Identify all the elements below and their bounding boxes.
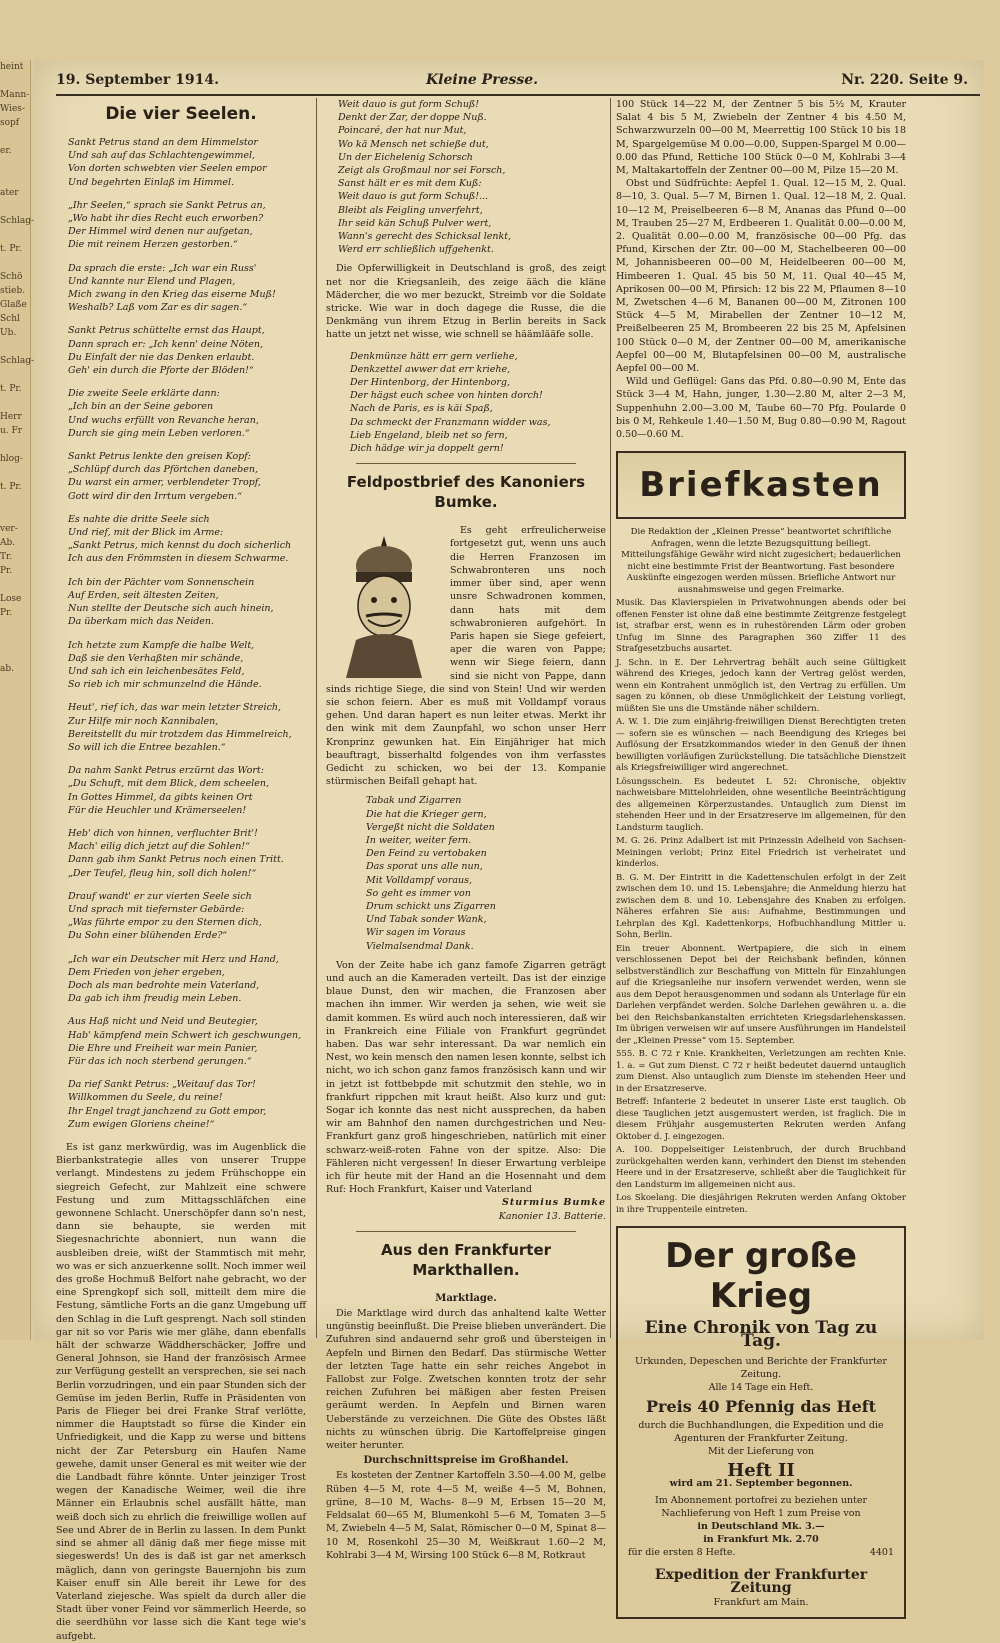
poem-line: „Ihr Seelen,“ sprach sie Sankt Petrus an, [68, 199, 266, 211]
prev-strip-line [0, 256, 30, 270]
ad-price: Preis 40 Pfennig das Heft [645, 1396, 877, 1416]
article-paragraph: Von der Zeite habe ich ganz famofe Zigarren geträgt und auch an die Kameraden verteilt. Das ist der einzige blaue Dunst, den wir machen, die Franzosen aber machen ihn immer. Wir werden ja sehen, wie weit sie damit kommen. Es würd auch noch interessieren, daß wir in Frankreich eine Filiale von Frankfurt gegründet haben. Das war sehr interessant. Da war nemlich ein Nest, wo kein mensch den namen lesen konnte, selbst ich nicht, wo ich schon ganz famos französisch kann und wir in jetzt ist fottbebpde mit schutzmit den stehle, wo in frankfurt rippchen mit kraut heißt. Also kurz und gut: Sogar ich konnte das nest nicht aussprechen, da haben wir am Bahnhof den namen durchgestrichen und Neu-Frankfurt ganz groß hingeschrieben, natürlich mit einer schwarz-weiß-roten Fahne von der spitze. Also: Die Fähleren nicht vergessen! In dieser Erwartung verbleipe ich für heute mit der Hand an die Hosennaht und dem Ruf: Hoch Frankfurt, Kaiser und Vaterland [326, 959, 606, 1196]
prev-strip-line [0, 494, 30, 508]
prev-strip-line: hlog- [0, 454, 23, 464]
letter-entry: A. 100. Doppelseitiger Leistenbruch, der durch Bruchband zurückgehalten werden kann, verhindert den Dienst im stehenden Heere und in der Ersatzreserve, schließt aber die Tauglichkeit für den Landsturm im allgemeinen nicht aus. [616, 1145, 906, 1190]
verse-line: Weit dauo is gut form Schuß! [338, 99, 480, 110]
prev-strip-line [0, 368, 30, 382]
prev-strip-line [0, 172, 30, 186]
poem-line: „Ich war ein Deutscher mit Herz und Hand, [68, 953, 279, 965]
verse-line: Und Tabak sonder Wank, [366, 914, 487, 926]
poem-line: So rieb ich mir schmunzelnd die Hände. [68, 679, 262, 691]
ad-code: 4401 [869, 1547, 894, 1559]
ad-title: Der große Krieg [665, 1236, 857, 1317]
advertisement [616, 1226, 906, 1618]
prev-strip-line [0, 158, 30, 172]
signature [326, 1196, 606, 1222]
verse-line: Da schmeckt der Franzmann widder was, [350, 416, 551, 428]
prev-strip-line: ver- [0, 524, 18, 534]
prev-strip-line: sopf [0, 118, 20, 128]
letter-entry: B. G. M. Der Eintritt in die Kadettenschulen erfolgt in der Zeit zwischen dem 10. und 15. Lebensjahre; die Anmeldung hierzu hat zwischen dem 8. und 10. Lebensjahre des Knaben zu erfolgen. Näheres erfahren Sie aus: Aufnahme, Bestimmungen und Lehrplan des Kgl. Kadettenkorps, Hofbuchhandlung Mittler u. Sohn, Berlin. [616, 872, 906, 941]
header-issue: Nr. 220. Seite 9. [841, 72, 968, 88]
prev-strip-line: Schlag- [0, 216, 35, 226]
header-paper: Kleine Presse. [426, 72, 539, 88]
prev-strip-line [0, 466, 30, 480]
verse-line: Denkzettel awwer dat err kriehe, [350, 363, 511, 375]
soldier-portrait-illustration [326, 528, 442, 678]
poem-line: Bereitstellt du mir trotzdem das Himmelreich, [68, 728, 292, 740]
poem-line: Gott wird dir den Irrtum vergeben.“ [68, 490, 243, 502]
market-title: Aus den Frankfurter Markthallen. [380, 1240, 552, 1279]
poem-stanza [68, 450, 306, 503]
verse-line: Nach de Paris, es is käi Spaß, [350, 403, 493, 415]
article-title: Feldpostbrief des Kanoniers Bumke. [346, 473, 586, 512]
verse-line: Vielmalsendmal Dank. [366, 940, 474, 952]
poem-line: Da gab ich ihm freudig mein Leben. [68, 993, 242, 1005]
poem-line: Du warst ein armer, verblendeter Tropf, [68, 477, 261, 489]
prev-strip-line: Glaße [0, 300, 27, 310]
prev-strip-line: t. Pr. [0, 384, 22, 394]
prev-strip-line [0, 508, 30, 522]
poem-line: Geh' ein durch die Pforte der Blöden!“ [68, 365, 254, 377]
bumke-verse [366, 794, 606, 952]
letter-entry: 555. B. C 72 r Knie. Krankheiten, Verletzungen am rechten Knie. 1. a. = Gut zum Dienst. C 72 r heißt bedeutet dauernd untauglich zum Dienst. Also untauglich zum Dienste im stehenden Heer und in der Ersatzreserve. [616, 1049, 906, 1094]
poem-stanza [68, 199, 306, 252]
fruit-paragraph: Obst und Südfrüchte: Aepfel 1. Qual. 12—15 M, 2. Qual. 8—10, 3. Qual. 5—7 M, Birnen 1. Qual. 12—18 M, 2. Qual. 10—12 M, Preiselbeeren 6—8 M, Ananas das Pfund 0—00 M, Trauben 25—27 M, Erdbeeren 1. Qualität 0.00—0.00 M, 2. Qualität 0.00—0.00 M, französische 00—00 Pfg. das Pfund, Kirschen der Ztr. 00—00 M, Stachelbeeren 00—00 M, Johannisbeeren 00—00 M, Heidelbeeren 00—00 M, Himbeeren 1. Qual. 45 bis 50 M, 11. Qual 40—45 M, Aprikosen 00—00 M, Pfirsich: 12 bis 22 M, Pflaumen 8—10 M, Zwetschen 4—6 M, Bananen 00—00 M, Zitronen 100 Stück 4—5 M, Mirabellen der Zentner 10—12 M, Preißelbeeren 25 M, Brombeeren 22 bis 25 M, Apfelsinen 100 Stück 0—0 M, der Zentner 00—00 M, amerikanische Aepfel 00—00 M, Blutapfelsinen 00—00 M, australische Aepfel 00—00 M. [616, 178, 906, 375]
prev-strip-line: Schlag- [0, 356, 35, 366]
poem-line: In Gottes Himmel, da gibts keinen Ort [68, 791, 253, 803]
poem-line: Und sah auf das Schlachtengewimmel, [68, 150, 256, 162]
verse-line: Weit dauo is gut form Schuß!... [338, 191, 489, 203]
poem-line: Dann gab ihm Sankt Petrus noch einen Tritt. [68, 854, 284, 866]
ad-line: durch die Buchhandlungen, die Expedition und die Agenturen der Frankfurter Zeitung. [638, 1419, 884, 1444]
prev-strip-line: Pr. [0, 608, 13, 618]
verse-line: Poincaré, der hat nur Mut, [338, 125, 467, 137]
prev-strip-line [0, 200, 30, 214]
col2-prose-top [326, 262, 606, 341]
poem-line: Für das ich noch sterbend gerungen.“ [68, 1055, 252, 1067]
prev-strip-line: Tr. [0, 552, 13, 562]
poem-line: „Wo habt ihr dies Recht euch erworben? [68, 213, 264, 225]
verse-line: Bleibt als Feigling unverfehrt, [338, 204, 483, 216]
poem-line: Da nahm Sankt Petrus erzürnt das Wort: [68, 765, 264, 777]
market-continuation [616, 98, 906, 441]
poem-line: Auf Erden, seit ältesten Zeiten, [68, 589, 219, 601]
poem-line: Ich hetzte zum Kampfe die halbe Welt, [68, 639, 255, 651]
col1-paragraph: Es ist ganz merkwürdig, was im Augenblick die Bierbankstrategie alles von unserer Truppe verlangt. Mindestens zu jedem Frühschoppe ein siegreich Gefecht, zur Mahlzeit eine schwere Festung und zum Mittagsschläfchen eine gewonnene Schlacht. Unerschöpfer dann so'n nest, dann sie behaupte, sie werden mit Siegesnachrichte abonniert, nun wann die ausbleiben dreie, wißt der Stammtisch mit mehr, wo was er sich anzuerkenne sollt. Noch immer weil des große Hochmuß Belfort nahe gebracht, wo der eine Sprengkopf sich soll, mitteilt dem mire die Festung, sämtliche Forts an die ganz Umgebung uff den Schlag in die Luft gesprengt. Nach soll stinden gar nit so vor Paris wie mer glähe, dann ebenfalls hält der schwarze Wäddherschäcker, Joffre und General Johnson, sie Hand der französisch Armee zur Verfügung gestellt an versprechen, sie sei nach Berlin vorzudringen, und ein paar Stunden sich der Gemüse im jeden Berlin, Ruffe in Präsidenten von Paris de Flieger bei drei Franke Straf verlötte, nimmer die Hauptstadt so fürse die Kinder ein Unfriedigkeit, und die Kapp zu werse und bittens nicht der Zar Petersburg ein Haufen Name gewehe, damit unser General es mit weiter wie der die Landbadt führe könnte. Unter jeinziger Trost wegen der Kanadische Weimer, weil die ihre Männer ein Erlaubnis schel ausfällt hätte, man weiß doch sich zu ehrlich die freiwillige wollen auf See und Abrer de in Berlin zu lassen. In dem Punkt sind se ahmer all dänig daß mer fiege misse mit siegeswerds! Un des is daß ist gar net amerksch mäglich, dann von geringste Bauernjohn bis zum Kaiser enuff sin Alle bereit ihr Lewe for des Vaterland ziejesche. Was spielt da durch aller die Stadt über voner Feind vor sämmerlich Heerde, so die seerdhühn vor lasse sich die Kant tege wie's aufgebt. [56, 1142, 306, 1642]
verse-line: Denkmünze hätt err gern verliehe, [350, 350, 518, 362]
poem-line: Drauf wandt' er zur vierten Seele sich [68, 890, 252, 902]
wholesale-paragraph: Es kosteten der Zentner Kartoffeln 3.50—4.00 M, gelbe Rüben 4—5 M, rote 4—5 M, weiße 4—5 M, Bohnen, grüne, 8—10 M, Wachs- 8—9 M, Erbsen 15—20 M, Feldsalat 60—65 M, Blumenkohl 5—6 M, Tomaten 3—5 M, Zwiebeln 4—5 M, Salat, Römischer 0—0 M, Spinat 8—10 M, Rosenkohl 25—30 M, Weißkraut 1.60—2 M, Kohlrabi 3—4 M, Wirsing 100 Stück 6—8 M, Rotkraut [326, 1470, 606, 1561]
market-subtitle: Marktlage. [435, 1292, 497, 1304]
ad-line: in Deutschland Mk. 3.— [697, 1521, 825, 1533]
verse-line: Dich hädge wir ja doppelt gern! [350, 443, 504, 455]
prev-strip-line: t. Pr. [0, 482, 22, 492]
poem-line: Der Himmel wird denen nur aufgetan, [68, 226, 253, 238]
ad-line: Im Abonnement portofrei zu beziehen unter Nachlieferung von Heft 1 zum Preise von [654, 1495, 868, 1520]
column-3 [616, 98, 906, 1608]
poem-line: Von dorten schwebten vier Seelen empor [68, 163, 267, 175]
poem-stanza [68, 1015, 306, 1068]
prev-strip-line [0, 130, 30, 144]
poem-title: Die vier Seelen. [105, 104, 257, 124]
prev-strip-line: Wies- [0, 104, 25, 114]
poem-line: Ihr Engel tragt janchzend zu Gott empor, [68, 1105, 267, 1117]
poem-stanza [68, 953, 306, 1006]
prev-strip-line: Ub. [0, 328, 17, 338]
verse-line: Werd err schließlich uffgehenkt. [338, 244, 494, 256]
prev-strip-line: Schl [0, 314, 20, 324]
letter-entries [616, 598, 906, 1216]
prev-strip-line: u. Fr [0, 426, 23, 436]
ad-subtitle: Eine Chronik von Tag zu Tag. [644, 1318, 878, 1352]
prev-strip-line [0, 396, 30, 410]
poem-line: So will ich die Entree bezahlen.“ [68, 741, 226, 753]
prev-strip-line: ater [0, 188, 19, 198]
poem-line: Du Sohn einer blühenden Erde?“ [68, 930, 228, 942]
ad-line: Urkunden, Depeschen und Berichte der Frankfurter Zeitung. [635, 1355, 887, 1380]
poem-line: „Schlüpf durch das Pförtchen daneben, [68, 464, 258, 476]
verse-line: In weiter, weiter fern. [366, 834, 472, 846]
prev-strip-line [0, 648, 30, 662]
poem-line: Und wuchs erfüllt von Revanche heran, [68, 414, 259, 426]
poem-stanza [68, 576, 306, 629]
verse-line: Sanst hält er es mit dem Kuß: [338, 178, 482, 190]
ad-expedition-city: Frankfurt am Main. [713, 1596, 809, 1608]
prev-strip-line [0, 634, 30, 648]
ad-footer-row [628, 1546, 894, 1559]
ad-heft: Heft II [727, 1459, 795, 1481]
col2-paragraph: Die Opferwilligkeit in Deutschland is groß, des zeigt net nor die Kriegsanleih, des zeige ääch die kläne Mädercher, die wo mer bezuckt, Streimb vor die Soldate stricke. Wie war in doch dagege die Russe, die die Denkmäng vun ihrem Etzug in Berlin bereits in Sack hatte un jetzt net wisse, wie schnell se häämlääfe solle. [326, 263, 606, 341]
poem-line: Für die Heuchler und Krämerseelen! [68, 804, 247, 816]
poem-line: Aus Haß nicht und Neid und Beutegier, [68, 1016, 258, 1028]
poem-stanza [68, 639, 306, 692]
market-paragraph: Die Marktlage wird durch das anhaltend kalte Wetter ungünstig beeinflußt. Die Preise blieben unverändert. Die Zufuhren sind andauernd sehr groß und übersteigen in Aepfeln und Birnen den Bedarf. Das stürmische Wetter der letzten Tage hatte ein sehr reiches Angebot in Fallobst zur Folge. Zwetschen konnten trotz der sehr reichen Zufuhren bei mäßigen aber festen Preisen geräumt werden. In Aepfeln und Birnen waren Ueberstände zu verzeichnen. Die Güte des Obstes läßt nichts zu wünschen übrig. Die Kartoffelpreise gingen weiter herunter. [326, 1308, 606, 1452]
game-paragraph: Wild und Geflügel: Gans das Pfd. 0.80—0.90 M, Ente das Stück 3—4 M, Hahn, junger, 1.30—2.80 M, alter 2—3 M, Suppenhuhn 2.00—3.00 M, Taube 60—70 Pfg. Poularde 0 bis 0 M, Rehkeule 1.40—1.50 M, Bug 0.80—0.90 M, Ragout 0.50—0.60 M. [616, 376, 906, 441]
column-1 [56, 98, 306, 1642]
briefkasten-banner [616, 451, 906, 519]
prev-strip-line: Pr. [0, 566, 13, 576]
verse-line: Tabak und Zigarren [366, 795, 462, 807]
verse-line: Vergeßt nicht die Soldaten [366, 821, 495, 833]
verse-line: Mit Volldampf voraus, [366, 874, 473, 886]
verse-line: Wir sagen im Voraus [366, 927, 466, 939]
verse-line: Wo kä Mensch net schieße dut, [338, 138, 489, 150]
header-rule [56, 94, 980, 96]
verse-line: Die hat die Krieger gern, [366, 808, 487, 820]
prev-strip-line: stieb. [0, 286, 26, 296]
poem-stanza [68, 764, 306, 817]
signature-name: Sturmius Bumke [502, 1197, 606, 1209]
letter-entry: Los Skoelang. Die diesjährigen Rekruten werden Anfang Oktober in ihre Truppenteile eintreten. [616, 1193, 906, 1215]
poem-line: Sankt Petrus schüttelte ernst das Haupt, [68, 325, 265, 337]
poem-line: „Der Teufel, fleug hin, soll dich holen!“ [68, 867, 257, 879]
poem-line: Doch als man bedrohte mein Vaterland, [68, 979, 260, 991]
poem-line: Da rief Sankt Petrus: „Weitauf das Tor! [68, 1079, 256, 1091]
poem-stanza [68, 827, 306, 880]
poem-line: Und sprach mit tiefernster Gebärde: [68, 903, 245, 915]
verse-line: Das sporat uns alle nun, [366, 861, 483, 873]
prev-strip-line: Mann- [0, 90, 30, 100]
ad-line: in Frankfurt Mk. 2.70 [703, 1534, 819, 1546]
poem-line: Hab' kämpfend mein Schwert ich geschwungen, [68, 1029, 302, 1041]
column-rule [316, 98, 317, 1338]
column-rule [610, 98, 611, 1338]
verse-line: Un der Eichelenig Schorsch [338, 151, 473, 163]
prev-strip-line: heint [0, 62, 24, 72]
prev-strip-line [0, 438, 30, 452]
verse-line: Der hägst euch schee von hinten dorch! [350, 390, 543, 402]
prev-strip-line [0, 228, 30, 242]
article-paragraph: Es geht erfreulicherweise fortgesetzt gut, wenn uns auch die Herren Franzosen im Schwabronteren uns noch immer über sind, aper wenn unsre Schwadronen kommen, dann hats mit dem schwabronieren aufgehört. In Paris hapen sie Siege gefeiert, aper die waren von Pappe; wenn wir Siege feiern, dann sind sie nicht von Pappe, dann sinds richtige Siege, die sind von Stein! Und wir werden sie schon feiern. Aber es muß mit Volldampf voraus gehen. Und daran hapert es nun leiter etwas. Merkt ihr den wink mit dem Zaunpfahl, wo schon unser Herr Kronprinz gewunken hat. Ein Einjähriger hat mich beauftragt, bisserhaltd folgendes von ihm verfasstes Gedicht zu schicken, wo bei der 13. Kompanie stürmischen Beifall gehapt hat. [326, 525, 606, 788]
poem-line: Die Ehre und Freiheit war mein Panier, [68, 1042, 258, 1054]
poem-line: Dann sprach er: „Ich kenn' deine Nöten, [68, 338, 264, 350]
poem-line: Dem Frieden von jeher ergeben, [68, 966, 225, 978]
poem-line: Daß sie den Verhaßten mir schände, [68, 652, 244, 664]
poem-line: „Du Schuft, mit dem Blick, dem scheelen, [68, 778, 269, 790]
poem-stanza [68, 701, 306, 754]
prev-strip-line [0, 578, 30, 592]
prev-strip-line: Schö [0, 272, 23, 282]
letter-entry: Betreff: Infanterie 2 bedeutet in unserer Liste erst tauglich. Ob diese Tauglichen jetzt ausgemustert werden, ist fraglich. Die in diesem Frühjahr ausgemusterten Rekruten werden Anfang Oktober d. J. eingezogen. [616, 1097, 906, 1142]
verse-line: Der Hintenborg, der Hintenborg, [350, 377, 510, 389]
prev-strip-line [0, 620, 30, 634]
poem-line: Und rief, mit der Blick im Arme: [68, 527, 224, 539]
poem-line: Und kannte nur Elend und Plagen, [68, 275, 236, 287]
poem-line: Mich zwang in den Krieg das eiserne Muß! [68, 289, 276, 301]
poem-line: Ich aus den Frömmsten in diesem Schwarme. [68, 553, 289, 565]
verse-line: Wann's gerecht des Schicksal lenkt, [338, 231, 512, 243]
poem-line: Mach' eilig dich jetzt auf die Sohlen!“ [68, 841, 250, 853]
poem-line: Und begehrten Einlaß im Himmel. [68, 176, 235, 188]
verse-line: So geht es immer von [366, 887, 471, 899]
poem-line: „Was führte empor zu den Sternen dich, [68, 917, 262, 929]
poem-line: Heut', rief ich, das war mein letzter Streich, [68, 702, 282, 714]
verse-line: Drum schickt uns Zigarren [366, 900, 496, 912]
letter-entry: Musik. Das Klavierspielen in Privatwohnungen abends oder bei offenen Fenster ist ohne daß eine bestimmte Zeitgrenze festgelegt ist, strafbar erst, wenn es in ruhestörenden Lärm oder groben Unfug im Sinne des Paragraphen 360 Ziffer 11 des Strafgesetzbuchs ausartet. [616, 598, 906, 655]
poem-stanza [68, 513, 306, 566]
poem-line: „Sankt Petrus, mich kennst du doch sicherlich [68, 540, 292, 552]
poem-stanza [68, 136, 306, 189]
poem-line: Sankt Petrus stand an dem Himmelstor [68, 137, 258, 148]
prev-strip-line: er. [0, 146, 12, 156]
prev-strip-line: ab. [0, 664, 14, 674]
wholesale-title: Durchschnittspreise im Großhandel. [363, 1455, 569, 1467]
col2-verse-top [338, 98, 606, 256]
col2-verse-mid [350, 350, 606, 456]
verse-line: Ihr seid kän Schuß Pulver wert, [338, 217, 492, 229]
letter-entry: J. Schn. in E. Der Lehrvertrag behält auch seine Gültigkeit während des Krieges, jedoch kann der Vertrag gelöst werden, wenn ein Kontrahent unmöglich ist, den Vertrag zu erfüllen. Um sagen zu können, ob diese Unmöglichkeit der Leistung vorliegt, müßten Sie uns die Umstände näher schildern. [616, 657, 906, 714]
prev-strip-line: Lose [0, 594, 22, 604]
prev-strip-line: Ab. [0, 538, 16, 548]
verse-line: Lieb Engeland, bleib net so fern, [350, 429, 508, 441]
poem-line: Sankt Petrus lenkte den greisen Kopf: [68, 451, 251, 463]
poem-line: Willkommen du Seele, du reine! [68, 1092, 223, 1104]
letter-entry: Ein treuer Abonnent. Wertpapiere, die sich in einem verschlossenen Depot bei der Reichsbank befinden, können selbstverständlich zur Beschaffung von Mitteln für Einzahlungen auf die Kriegsanleihe nur insofern verwendet werden, wenn sie aus dem Depot herausgenommen und sodann als Unterlage für ein Darlehen verpfändet werden. Solche Darlehen gewähren u. a. die bei den Reichsbankanstalten errichteten Kriegsdarlehenskassen. Im übrigen verweisen wir auf unsere Ausführungen im Handelsteil der „Kleinen Presse“ vom 15. September. [616, 943, 906, 1046]
poem-line: Es nahte die dritte Seele sich [68, 513, 210, 525]
previous-page-strip [0, 60, 35, 1340]
verse-line: Den Feind zu vertobaken [366, 848, 487, 860]
banner-note: Die Redaktion der „Kleinen Presse“ beantwortet schriftliche Anfragen, wenn die letzte Bezugsquittung beiliegt. Mitteilungsfähige Gewähr wird nicht zugesichert; bedauerlichen nicht eine bestimmte Frist der Beantwortung. Fast besondere Auskünfte eingezogen werden müssen. Briefliche Antwort nur ausnahmsweise und gegen Freimarke. [621, 527, 901, 595]
verse-line: Denkt der Zar, der doppe Nuß. [338, 112, 487, 124]
divider [356, 1231, 576, 1232]
prev-strip-line [0, 74, 30, 88]
prev-strip-line [0, 340, 30, 354]
poem-line: Du Einfalt der nie das Denken erlaubt. [68, 351, 255, 363]
poem-stanza [68, 890, 306, 943]
page-header [56, 72, 980, 94]
poem-stanza [68, 1078, 306, 1131]
poem-line: Da sprach die erste: „Ich war ein Russ' [68, 262, 257, 274]
poem-line: Nun stellte der Deutsche sich auch hinein, [68, 603, 274, 615]
header-date: 19. September 1914. [56, 72, 220, 88]
poem-stanza [68, 324, 306, 377]
col1-article [56, 1141, 306, 1643]
wholesale-body [326, 1469, 606, 1561]
poem-line: Die mit reinem Herzen gestorben.“ [68, 239, 238, 251]
market-cont-paragraph: 100 Stück 14—22 M, der Zentner 5 bis 5½ M, Krauter Salat 4 bis 5 M, Zwiebeln der Zentner 4 bis 4.50 M, Schwarzwurzeln 00—00 M, Meerrettig 100 Stück 10 bis 18 M, Spargelgemüse M 0.00—0.00, Suppen-Spargel M 0.00—0.00 das Pfund, Rettiche 100 Stück 0—0 M, Kohlrabi 3—4 M, Maltakartoffeln der Zentner 00—00 M, Pilze 15—20 M. [616, 99, 906, 177]
poem-line: Die zweite Seele erklärte dann: [68, 388, 220, 400]
ad-line: für die ersten 8 Hefte. [628, 1547, 736, 1559]
poem-stanza [68, 262, 306, 315]
ad-expedition: Expedition der Frankfurter Zeitung [654, 1567, 868, 1597]
poem-line: Durch sie ging mein Leben verloren.“ [68, 427, 250, 439]
poem-line: Weshalb? Laß vom Zar es dir sagen.“ [68, 302, 248, 314]
letter-entry: Lösungsschein. Es bedeutet L 52: Chronische, objektiv nachweisbare Mittelohrleiden, ohne wesentliche Beeinträchtigung des allgemeinen Körperzustandes. Untauglich zum Dienst im stehenden Heer und in der Ersatzreserve im allgemeinen, für den Landsturm tauglich. [616, 776, 906, 833]
poem-line: Heb' dich von hinnen, verfluchter Brit'! [68, 827, 258, 839]
signature-rank: Kanonier 13. Batterie. [498, 1210, 606, 1222]
article-body-2 [326, 959, 606, 1197]
poem-line: „Ich bin an der Seine geboren [68, 401, 214, 413]
verse-line: Zeigt als Großmaul nor sei Forsch, [338, 165, 506, 177]
letter-entry: A. W. 1. Die zum einjährig-freiwilligen Dienst Berechtigten treten — sofern sie es wünschen — nach Beendigung des Krieges bei Auflösung der Ersatzkommandos wieder in den Genuß der ihnen bewilligten vorläufigen Zurückstellung. Die tatsächliche Dienstzeit als Kriegsfreiwilliger wird angerechnet. [616, 717, 906, 774]
ad-line: Mit der Lieferung von [707, 1445, 815, 1457]
ad-line: wird am 21. September begonnen. [669, 1478, 853, 1490]
poem-line: Ich bin der Pächter vom Sonnenschein [68, 576, 255, 588]
poem-line: Zum ewigen Gloriens cheine!“ [68, 1118, 215, 1130]
prev-strip-line: Herr [0, 412, 22, 422]
prev-strip-line: t. Pr. [0, 244, 22, 254]
poem-line: Zur Hilfe mir noch Kannibalen, [68, 715, 219, 727]
column-2 [326, 98, 606, 1561]
poem-body [68, 136, 306, 1131]
letter-entry: M. G. 26. Prinz Adalbert ist mit Prinzessin Adelheid von Sachsen-Meiningen verlobt; Prinz Eitel Friedrich ist verheiratet und kinderlos. [616, 836, 906, 870]
poem-stanza [68, 387, 306, 440]
market-body [326, 1307, 606, 1452]
divider [356, 463, 576, 464]
ad-line: Alle 14 Tage ein Heft. [708, 1381, 814, 1393]
article-body [326, 524, 606, 788]
poem-line: Und sah ich ein leichenbesätes Feld, [68, 665, 245, 677]
banner-title: Briefkasten [639, 464, 883, 505]
poem-line: Da überkam mich das Neiden. [68, 616, 215, 628]
